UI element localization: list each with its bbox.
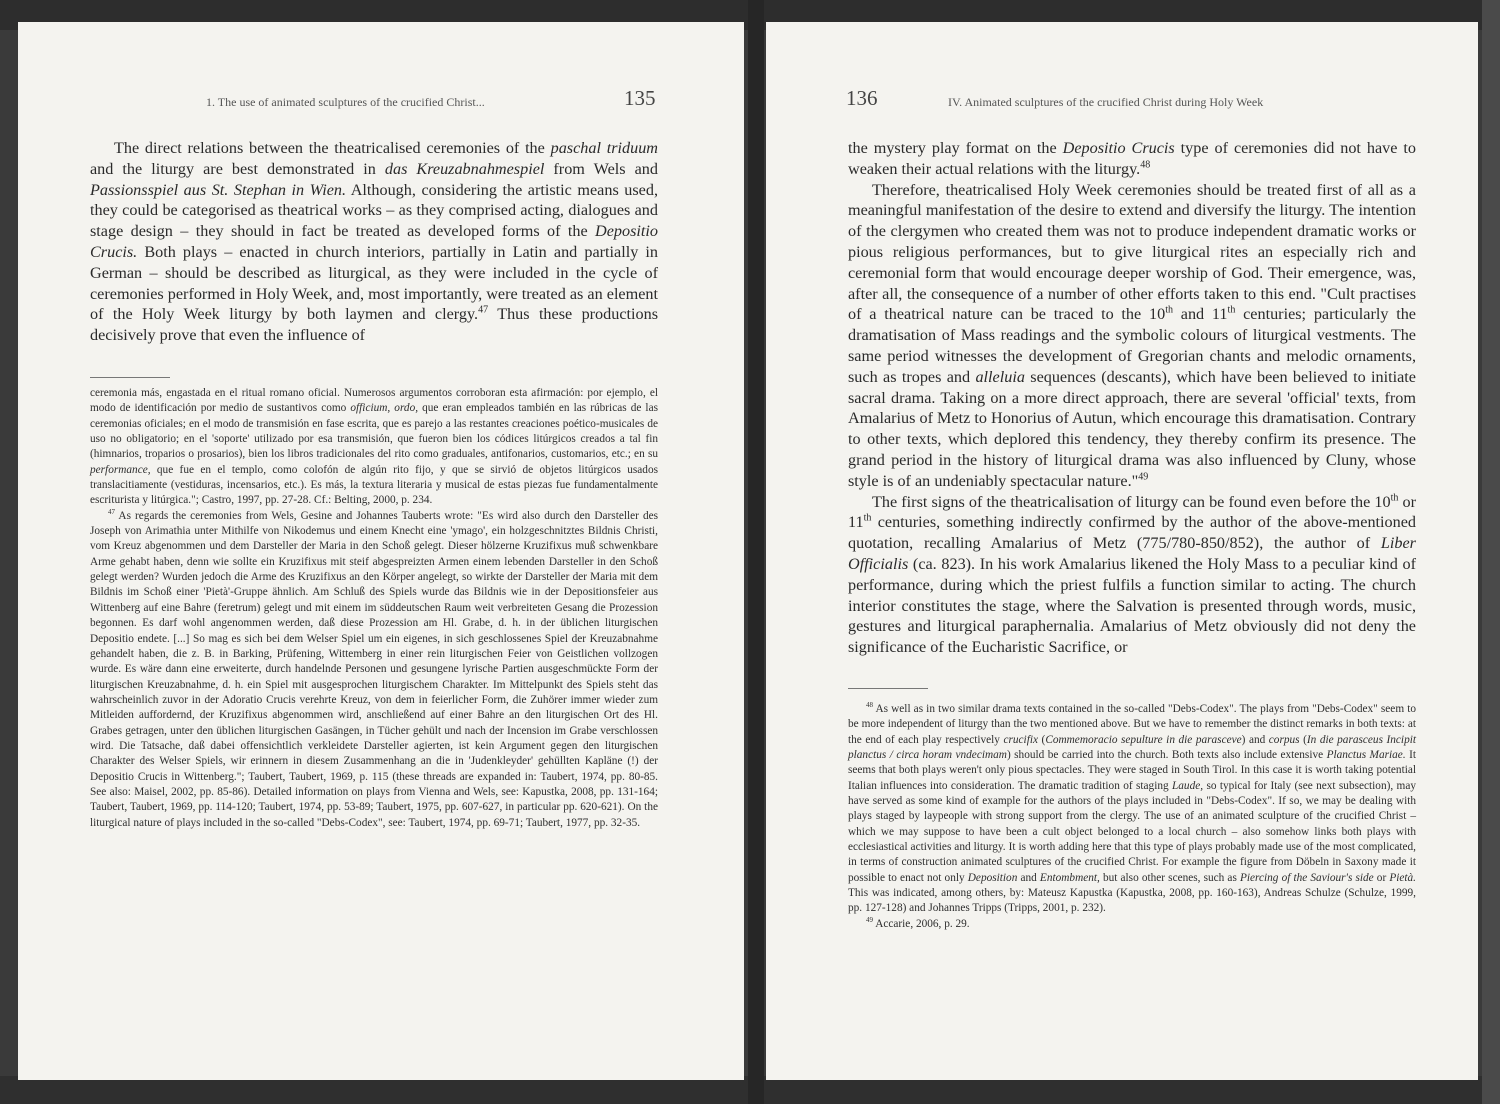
paragraph: Therefore, theatricalised Holy Week ceremonies should be treated first of all as a meaningful manifestation of the desire to extend and diversify the liturgy. The intention of the clergymen who created them was not to produce independent dramatic works or pious religious performances, but to give liturgical rites an especially rich and ceremonial form that would encourage deeper worship of God. Their emergence, was, after all, the consequence of a number of other efforts taken to this end. "Cult practises of a theatrical nature can be traced to the 10th and 11th centuries; particularly the dramatisation of Mass readings and the symbolic colours of liturgical vestments. The same period witnesses the development of Gregorian chants and melodic ornaments, such as tropes and alleluia sequences (descants), which have been believed to initiate sacral drama. Taking on a more direct approach, there are several 'official' texts, from Amalarius of Metz to Honorius of Autun, which encourage this dramatisation. Contrary to other texts, which deplored this tendency, they thereby confirm its presence. The grand period in the history of liturgical drama was also influenced by Cluny, whose style is of an undeniably spectacular nature."$^{49}$ (848, 180, 1416, 490)
right-page (766, 22, 1478, 1080)
page-number-right: 136 (846, 86, 878, 110)
footnote-ref-47: 47 (478, 304, 489, 316)
book-gutter (748, 0, 764, 1104)
paragraph: the mystery play format on the Depositio Crucis type of ceremonies did not have to weaken their actual relations with the liturgy.$^{48}$ (848, 139, 1416, 178)
right-scan-edge (1482, 0, 1500, 1104)
footnote-rule-left (90, 377, 170, 378)
right-body-text (848, 138, 1416, 658)
running-head-right: IV. Animated sculptures of the crucified Christ during Holy Week (948, 95, 1264, 109)
left-body-text (90, 138, 658, 346)
footnote-47: $^{47}$ As regards the ceremonies from Wels, Gesine and Johannes Tauberts wrote: "Es wird also durch den Darsteller des Joseph von Arimathia unter Mithilfe von Nikodemus und einem Knecht eine 'ymago', ein holzgeschnitztes Bildnis Christi, vom Kreuz abgenommen und dem Darsteller der Maria in den Schoß gelegt. Dieser hölzerne Kruzifixus muß schwenkbare Arme gehabt haben, denn wie sollte ein Kruzifixus mit steif abgespreizten Armen einem lebenden Darsteller in den Schoß gelegt werden? Wurden jedoch die Arme des Kruzifixus an den Körper angelegt, so wirkte der Darsteller der Maria mit dem Bildnis im Schoß einer 'Pietà'-Gruppe ähnlich. Am Schluß des Spiels wurde das Bildnis wie in der Depositionsfeier aus Wittenberg auf eine Bahre (feretrum) gelegt und mit einem im süddeutschen Raum weit verbreiteten Gesang die Prozession begonnen. Es darf wohl angenommen werden, daß diese Prozession am Hl. Grabe, d. h. in der üblichen liturgischen Depositio endete. [...] So mag es sich bei dem Welser Spiel um ein eigenes, in sich geschlossenes Spiel der Kreuzabnahme gehandelt haben, die z. B. in Barking, Prüfening, Wittemberg in einer rein liturgischen Feier von Geistlichen vollzogen wurde. Es wäre dann eine erweiterte, durch handelnde Personen und gesungene lyrische Partien ausgeschmückte Form der liturgischen Kreuzabnahme, d. h. ein Spiel mit ausgesprochen liturgischem Charakter. Im Mittelpunkt des Spiels steht das wahrscheinlich zuvor in der Adoratio Crucis verehrte Kreuz, von dem in feierlicher Form, die Zuhörer immer wieder zum Mitleiden auffordernd, der Kruzifixus abgenommen wird, anschließend auf einer Bahre an den liturgischen Ort des Hl. Grabes getragen, unter den üblichen liturgischen Gasängen, in Tücher gehült und nach der Incension im Grabe verschlossen wird. Die Tatsache, daß dabei offensichtlich verkleidete Darsteller agierten, ist kein Argument gegen den liturgischen Charakter des Welser Spiels, wir erinnern in diesem Zusammenhang an die in 'Judenkleyder' gehüllten Kapläne (!) der Depositio Crucis in Wittenberg."; Taubert, Taubert, 1969, p. 115 (these threads are expanded in: Taubert, 1974, pp. 80-85. See also: Maisel, 2002, pp. 85-86). Detailed information on plays from Vienna and Wels, see: Kapustka, 2008, pp. 131-164; Taubert, Taubert, 1969, pp. 114-120; Taubert, 1974, pp. 53-89; Taubert, 1975, pp. 607-627, in particular pp. 620-621). On the liturgical nature of plays included in the so-called "Debs-Codex", see: Taubert, 1974, pp. 69-71; Taubert, 1977, pp. 32-35. (90, 507, 658, 829)
footnote-rule-right (848, 688, 928, 689)
footnote-48: $^{48}$ As well as in two similar drama texts contained in the so-called "Debs-Codex". The plays from "Debs-Codex" seem to be more independent of liturgy than the two mentioned above. But we have to remember the distinct remarks in both texts: at the end of each play respectively crucifix (Commemoracio sepulture in die parasceve) and corpus (In die parasceus Incipit planctus / circa horam vndecimam) should be carried into the church. Both texts also include extensive Planctus Mariae. It seems that both plays weren't only pious spectacles. They were staged in South Tirol. In this case it is worth taking potential Italian influences into consideration. The dramatic tradition of staging Laude, so typical for Italy (see next subsection), may have served as some kind of example for the authors of the plays included in "Debs-Codex". If so, we may be dealing with plays staged by laypeople with strong support from the clergy. The use of an animated sculpture of the crucified Christ – which we may suppose to have been a cult object belonged to a local church – also somehow links both plays with ecclesiastical activities and liturgy. It is worth adding here that this type of plays probably made use of the most complicated, in terms of construction animated sculptures of the crucified Christ. For example the figure from Döbeln in Saxony made it possible to enact not only Deposition and Entombment, but also other scenes, such as Piercing of the Saviour's side or Pietà. This was indicated, among others, by: Mateusz Kapustka (Kapustka, 2008, pp. 160-163), Andreas Schulze (Schulze, 1999, pp. 127-128) and Johannes Tripps (Tripps, 2001, p. 232). (848, 701, 1417, 915)
running-head-left: 1. The use of animated sculptures of the crucified Christ... (206, 95, 485, 109)
paragraph: The first signs of the theatricalisation of liturgy can be found even before the 10th or 11th centuries, something indirectly confirmed by the author of the above-mentioned quotation, recalling Amalarius of Metz (775/780-850/852), the author of Liber Officialis (ca. 823). In his work Amalarius likened the Holy Mass to a peculiar kind of performance, during which the priest fulfils a function similar to acting. The church interior constitutes the stage, where the Salvation is presented through words, music, gestures and liturgical paraphernalia. Amalarius of Metz obviously did not deny the significance of the Eucharistic Sacrifice, or (848, 492, 1416, 657)
footnote-49: $^{49}$ Accarie, 2006, p. 29. (866, 916, 970, 930)
left-footnotes (90, 386, 658, 831)
right-footnotes (848, 702, 1416, 932)
page-number-left: 135 (624, 86, 656, 110)
footnote-ref-49: 49 (1138, 471, 1149, 483)
left-page (18, 22, 744, 1080)
paragraph: The direct relations between the theatricalised ceremonies of the paschal triduum and the liturgy are best demonstrated in das Kreuzabnahmespiel from Wels and Passionsspiel aus St. Stephan in Wien. Although, considering the artistic means used, they could be categorised as theatrical works – as they comprised acting, dialogues and stage design – they should in fact be treated as developed forms of the Depositio Crucis. Both plays – enacted in church interiors, partially in Latin and partially in German – should be described as liturgical, as they were included in the cycle of ceremonies performed in Holy Week, and, most importantly, were treated as an element of the Holy Week liturgy by both laymen and clergy.$^{47}$ Thus these productions decisively prove that even the influence of (90, 139, 658, 345)
footnote-ref-48: 48 (1140, 159, 1151, 171)
footnote-46-continued: ceremonia más, engastada en el ritual romano oficial. Numerosos argumentos corroboran esta afirmación: por ejemplo, el modo de identificación por medio de sustantivos como officium, ordo, que eran empleados también en las rúbricas de las ceremonias oficiales; en el modo de transmisión en fase escrita, que es parejo a las restantes creaciones poético-musicales de uso no obligatorio; en el 'soporte' utilizado por esa transmisión, que fueron bien los códices litúrgicos creados a tal fin (himnarios, troparios o prosarios), bien los libros tradicionales del rito como graduales, antifonarios, customarios, etc.; en su performance, que fue en el templo, como colofón de algún rito fijo, y que se sirvió de objetos litúrgicos usados translacitiamente (vestiduras, incensarios, etc.). Es más, la textura literaria y musical de estas piezas fue fundamentalmente escriturista y litúrgica."; Castro, 1997, pp. 27-28. Cf.: Belting, 2000, p. 234. (90, 387, 658, 507)
